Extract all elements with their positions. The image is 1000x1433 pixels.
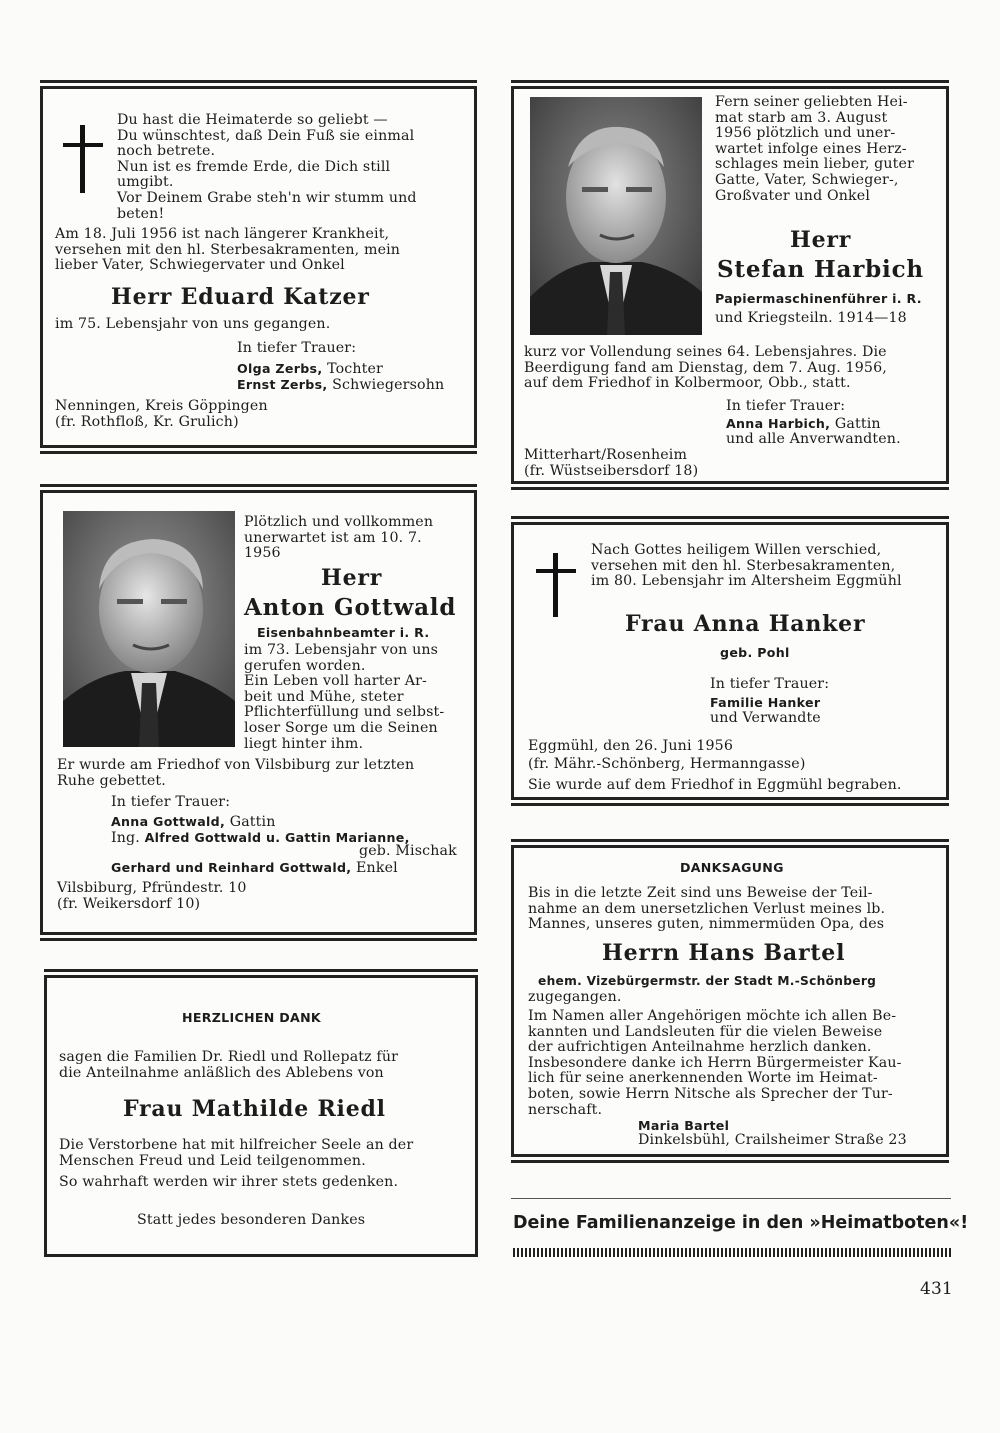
notice-harbich: [511, 86, 949, 484]
heading: DANKSAGUNG: [680, 860, 784, 875]
tribute-text: Die Verstorbene hat mit hilfreicher Seele an der Menschen Freud und Leid teilgenommen.: [59, 1137, 414, 1169]
mourner-2-prefix: Ing.: [111, 830, 145, 846]
deceased-name: Herr Eduard Katzer: [111, 284, 370, 310]
notice-bartel: [511, 845, 949, 1157]
place-text: Mitterhart/Rosenheim (fr. Wüstseibersdorf 18): [524, 447, 699, 479]
mourner-2-name: Ernst Zerbs,: [237, 377, 328, 392]
mourning-label: In tiefer Trauer:: [237, 340, 357, 356]
title-herr: Herr: [321, 565, 383, 591]
mourner-1-name: Familie Hanker: [710, 695, 821, 710]
mourner-2: und Verwandte: [710, 710, 821, 726]
place-text: Dinkelsbühl, Crailsheimer Straße 23: [638, 1132, 907, 1148]
mourner-3: [111, 860, 398, 877]
profession: Papiermaschinenführer i. R.: [715, 291, 922, 306]
mourner-2-born: geb. Mischak: [359, 843, 457, 859]
mourner-1-relation: Gattin: [225, 814, 276, 830]
title-herr: Herr: [790, 227, 852, 253]
place-text: Vilsbiburg, Pfründestr. 10 (fr. Weikersdorf 10): [57, 880, 247, 912]
notice-katzer: [40, 86, 477, 448]
mourner-3-name: Gerhard und Reinhard Gottwald,: [111, 860, 352, 875]
deceased-name: Frau Anna Hanker: [625, 611, 866, 637]
place-text: Nenningen, Kreis Göppingen (fr. Rothfloß, Kr. Grulich): [55, 398, 268, 430]
mourner-3-relation: Enkel: [351, 860, 398, 876]
mourner-2-relation: Schwiegersohn: [327, 377, 445, 393]
mourner-1-relation: Gattin: [830, 416, 881, 432]
top-rule: [40, 484, 477, 487]
notice-hanker: [511, 522, 949, 800]
profession: ehem. Vizebürgermstr. der Stadt M.-Schönberg: [538, 974, 877, 988]
intro-text: Plötzlich und vollkommen unerwartet ist am 10. 7. 1956: [244, 514, 434, 562]
intro-text: Nach Gottes heiligem Willen verschied, versehen mit den hl. Sterbesakramenten, im 80. Lebensjahr im Altersheim Eggmühl: [591, 542, 902, 590]
burial-text: Sie wurde auf dem Friedhof in Eggmühl begraben.: [528, 777, 902, 793]
bottom-rule: [511, 1160, 949, 1163]
cross-icon: [536, 553, 576, 623]
mourner-2: [237, 377, 444, 394]
cross-icon: [63, 125, 103, 195]
burial-text: Er wurde am Friedhof von Vilsbiburg zur letzten Ruhe gebettet.: [57, 757, 415, 789]
mourner-1: [111, 814, 275, 831]
mourner-1: [237, 361, 383, 378]
bottom-rule: [511, 803, 949, 806]
top-rule: [511, 839, 949, 842]
mourner-2: und alle Anverwandten.: [726, 431, 901, 447]
mourner-1-relation: Tochter: [322, 361, 383, 377]
advert-top-rule: [511, 1198, 951, 1199]
life-text: im 73. Lebensjahr von uns gerufen worden. Ein Leben voll harter Ar- beit und Mühe, steter Pflichterfüllung und selbst- loser Sorge um die Seinen liegt hinter ihm.: [244, 642, 445, 752]
bottom-rule: [40, 451, 477, 454]
thanks-text: sagen die Familien Dr. Riedl und Rollepatz für die Anteilnahme anläßlich des Ablebens von: [59, 1049, 399, 1081]
deceased-name: Frau Mathilde Riedl: [123, 1096, 386, 1122]
bottom-rule: [511, 487, 949, 490]
birth-name: geb. Pohl: [720, 645, 790, 660]
thanks-text: Bis in die letzte Zeit sind uns Beweise der Teil- nahme an dem unersetzlichen Verlust meines lb. Mannes, unseres guten, nimmermüden Opa, des: [528, 885, 886, 933]
age-text: im 75. Lebensjahr von uns gegangen.: [55, 316, 331, 332]
mourner-1-name: Anna Harbich,: [726, 416, 831, 431]
portrait-photo: [63, 511, 235, 747]
advert-text: Deine Familienanzeige in den »Heimatboten«!: [513, 1213, 969, 1233]
profession: Eisenbahnbeamter i. R.: [257, 625, 430, 640]
gratitude-text: Im Namen aller Angehörigen möchte ich allen Be- kannten und Landsleuten für die vielen Beweise der aufrichtigen Anteilnahme herzlich danken. Insbesondere danke ich Herrn Bürgermeister Kau- lich für seine anerkennenden Worte im Heimat- boten, sowie Herrn Nitsche als Sprecher der Tur- nerschaft.: [528, 1008, 902, 1118]
mourning-label: In tiefer Trauer:: [111, 794, 231, 810]
deceased-name: Stefan Harbich: [717, 256, 924, 283]
mourning-label: In tiefer Trauer:: [726, 398, 846, 414]
closing-text: Statt jedes besonderen Dankes: [137, 1212, 366, 1228]
top-rule: [511, 80, 949, 83]
details-text: kurz vor Vollendung seines 64. Lebensjahres. Die Beerdigung fand am Dienstag, dem 7. Aug. 1956, auf dem Friedhof in Kolbermoor, Obb., statt.: [524, 344, 887, 392]
bottom-rule: [40, 938, 477, 941]
mourning-label: In tiefer Trauer:: [710, 676, 830, 692]
top-rule: [44, 969, 478, 972]
top-rule: [40, 80, 477, 83]
mourner-1-name: Anna Gottwald,: [111, 814, 226, 829]
deceased-name: Anton Gottwald: [244, 594, 457, 621]
poem: Du hast die Heimaterde so geliebt — Du wünschtest, daß Dein Fuß sie einmal noch betrete. Nun ist es fremde Erde, die Dich still umgibt. Vor Deinem Grabe steh'n wir stumm und beten!: [117, 112, 417, 222]
deceased-name: Herrn Hans Bartel: [602, 940, 846, 966]
intro-text: Am 18. Juli 1956 ist nach längerer Krankheit, versehen mit den hl. Sterbesakramenten, mein lieber Vater, Schwiegervater und Onkel: [55, 226, 401, 274]
advert-rule: [513, 1248, 953, 1257]
notice-gottwald: [40, 490, 477, 935]
mourner-1-name: Olga Zerbs,: [237, 361, 323, 376]
received-text: zugegangen.: [528, 989, 622, 1005]
intro-text: Fern seiner geliebten Hei- mat starb am 3. August 1956 plötzlich und uner- wartet infolge eines Herz- schlages mein lieber, guter Gatte, Vater, Schwieger-, Großvater und Onkel: [715, 94, 915, 204]
mourner-2-name: Alfred Gottwald u. Gattin Marianne,: [144, 830, 410, 845]
page-number: 431: [920, 1279, 953, 1299]
service-text: und Kriegsteiln. 1914—18: [715, 310, 907, 326]
heading: HERZLICHEN DANK: [182, 1010, 321, 1025]
top-rule: [511, 516, 949, 519]
portrait-image: [530, 97, 702, 335]
portrait-photo: [530, 97, 702, 335]
notice-riedl: [44, 975, 478, 1257]
remembrance-text: So wahrhaft werden wir ihrer stets gedenken.: [59, 1174, 399, 1190]
signer-name: Maria Bartel: [638, 1118, 730, 1133]
place-text: Eggmühl, den 26. Juni 1956 (fr. Mähr.-Schönberg, Hermanngasse): [528, 738, 806, 772]
portrait-image: [63, 511, 235, 747]
